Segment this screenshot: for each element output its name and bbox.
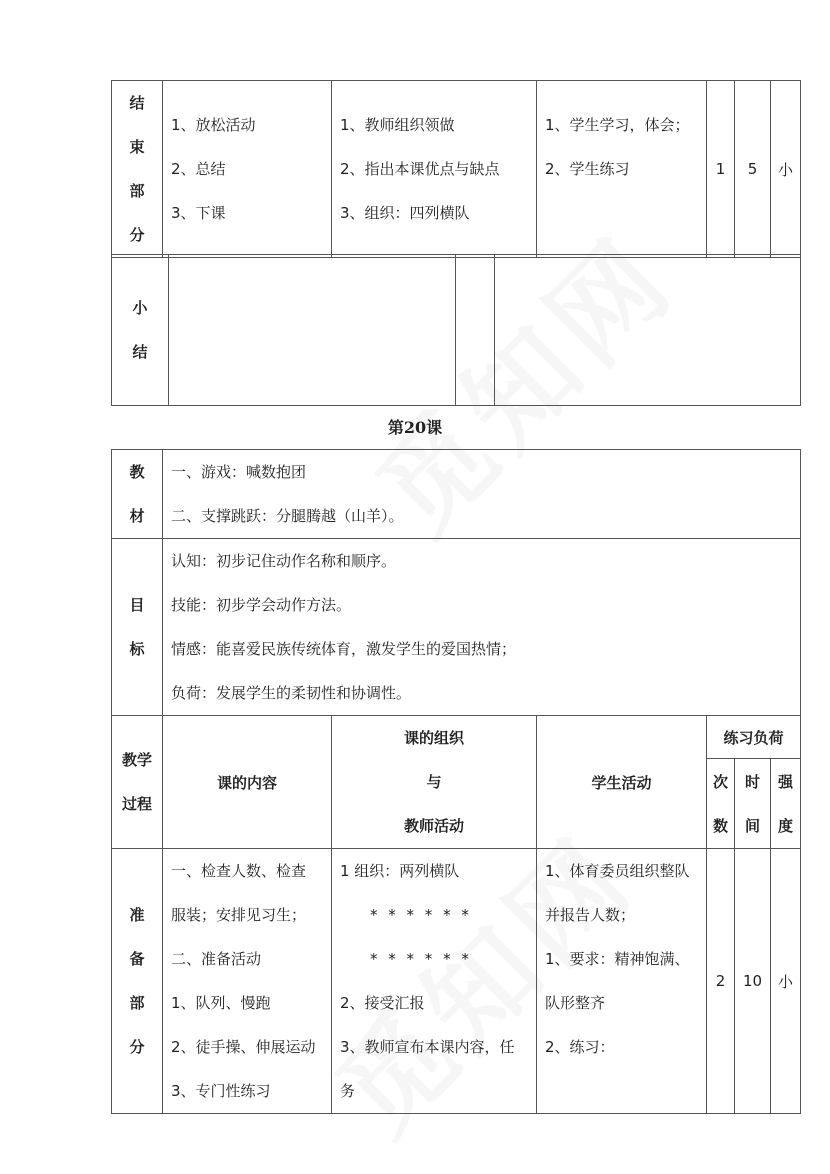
formation-stars: * * * * * * xyxy=(370,950,472,968)
student-line: 1、要求：精神饱满、 xyxy=(545,950,690,968)
label-char: 材 xyxy=(129,507,145,525)
prep-times: 2 xyxy=(707,849,735,1114)
goals-item: 情感：能喜爱民族传统体育，激发学生的爱国热情； xyxy=(171,640,517,658)
summary-label xyxy=(112,255,169,406)
header-student: 学生活动 xyxy=(537,716,707,849)
prep-intensity: 小 xyxy=(771,849,801,1114)
student-line: 2、练习： xyxy=(545,1038,615,1056)
student-line: 并报告人数； xyxy=(545,906,636,924)
content-line: 1、放松活动 xyxy=(171,116,256,134)
ending-organization-cell xyxy=(332,81,537,258)
header-content: 课的内容 xyxy=(163,716,332,849)
ending-times: 1 xyxy=(707,81,735,258)
header-duration xyxy=(735,759,771,849)
organization-line: 务 xyxy=(340,1082,356,1100)
summary-cell xyxy=(495,255,801,406)
goals-label xyxy=(112,539,163,716)
label-char: 束 xyxy=(129,138,145,156)
summary-cell xyxy=(456,255,495,406)
lesson-plan-table xyxy=(111,449,801,1114)
materials-item: 二、支撑跳跃：分腿腾越（山羊）。 xyxy=(171,507,404,525)
ending-content-cell xyxy=(163,81,332,258)
label-char: 结 xyxy=(129,94,145,112)
header-char: 过程 xyxy=(121,795,152,813)
label-char: 准 xyxy=(129,906,145,924)
summary-cell xyxy=(169,255,456,406)
organization-line: 2、指出本课优点与缺点 xyxy=(340,160,500,178)
student-line: 2、学生练习 xyxy=(545,160,630,178)
goals-item: 技能：初步学会动作方法。 xyxy=(171,596,352,614)
prep-organization-cell xyxy=(332,849,537,1114)
header-intensity xyxy=(771,759,801,849)
student-line: 队形整齐 xyxy=(545,994,606,1012)
content-line: 2、总结 xyxy=(171,160,226,178)
label-char: 结 xyxy=(132,343,148,361)
formation-stars: * * * * * * xyxy=(370,906,472,924)
label-char: 小 xyxy=(132,299,148,317)
label-char: 分 xyxy=(129,226,145,244)
prep-content-cell xyxy=(163,849,332,1114)
label-char: 部 xyxy=(129,994,145,1012)
label-char: 备 xyxy=(129,950,145,968)
label-char: 标 xyxy=(129,640,145,658)
header-char: 度 xyxy=(778,816,794,835)
label-char: 部 xyxy=(129,182,145,200)
organization-line: 3、教师宣布本课内容，任 xyxy=(340,1038,515,1056)
prep-duration: 10 xyxy=(735,849,771,1114)
header-char: 次 xyxy=(712,772,728,791)
lesson-title: 第20课 xyxy=(387,418,443,437)
header-line: 与 xyxy=(426,773,442,791)
ending-section-label xyxy=(112,81,163,258)
header-times xyxy=(707,759,735,849)
prep-student-cell xyxy=(537,849,707,1114)
content-line: 3、专门性练习 xyxy=(171,1082,271,1100)
label-char: 教 xyxy=(129,463,145,481)
ending-intensity: 小 xyxy=(771,81,801,258)
header-process xyxy=(112,716,163,849)
student-line: 1、体育委员组织整队 xyxy=(545,862,690,880)
content-line: 二、准备活动 xyxy=(171,950,262,968)
prep-section-label xyxy=(112,849,163,1114)
header-load: 练习负荷 xyxy=(707,716,801,759)
organization-line: 1、教师组织领做 xyxy=(340,116,455,134)
ending-student-cell xyxy=(537,81,707,258)
organization-line: 1 组织：两列横队 xyxy=(340,862,460,880)
goals-cell xyxy=(163,539,801,716)
header-char: 时 xyxy=(744,772,760,791)
header-char: 数 xyxy=(712,816,728,835)
header-char: 间 xyxy=(744,816,760,835)
ending-section-table xyxy=(111,80,801,258)
materials-cell xyxy=(163,450,801,539)
goals-item: 认知：初步记住动作名称和顺序。 xyxy=(171,552,397,570)
header-line: 课的组织 xyxy=(403,729,464,747)
label-char: 目 xyxy=(129,596,145,614)
ending-duration: 5 xyxy=(735,81,771,258)
content-line: 2、徒手操、伸展运动 xyxy=(171,1038,316,1056)
header-line: 教师活动 xyxy=(403,817,464,835)
organization-line: 3、组织：四列横队 xyxy=(340,204,470,222)
content-line: 1、队列、慢跑 xyxy=(171,994,271,1012)
materials-item: 一、游戏：喊数抱团 xyxy=(171,463,307,481)
header-char: 强 xyxy=(778,772,794,791)
header-char: 教学 xyxy=(121,751,152,769)
header-organization xyxy=(332,716,537,849)
goals-item: 负荷：发展学生的柔韧性和协调性。 xyxy=(171,684,412,702)
materials-label xyxy=(112,450,163,539)
organization-line: 2、接受汇报 xyxy=(340,994,425,1012)
content-line: 3、下课 xyxy=(171,204,226,222)
label-char: 分 xyxy=(129,1038,145,1056)
content-line: 一、检查人数、检查 xyxy=(171,862,307,880)
student-line: 1、学生学习，体会； xyxy=(545,116,690,134)
content-line: 服装；安排见习生； xyxy=(171,906,307,924)
summary-table xyxy=(111,254,801,406)
